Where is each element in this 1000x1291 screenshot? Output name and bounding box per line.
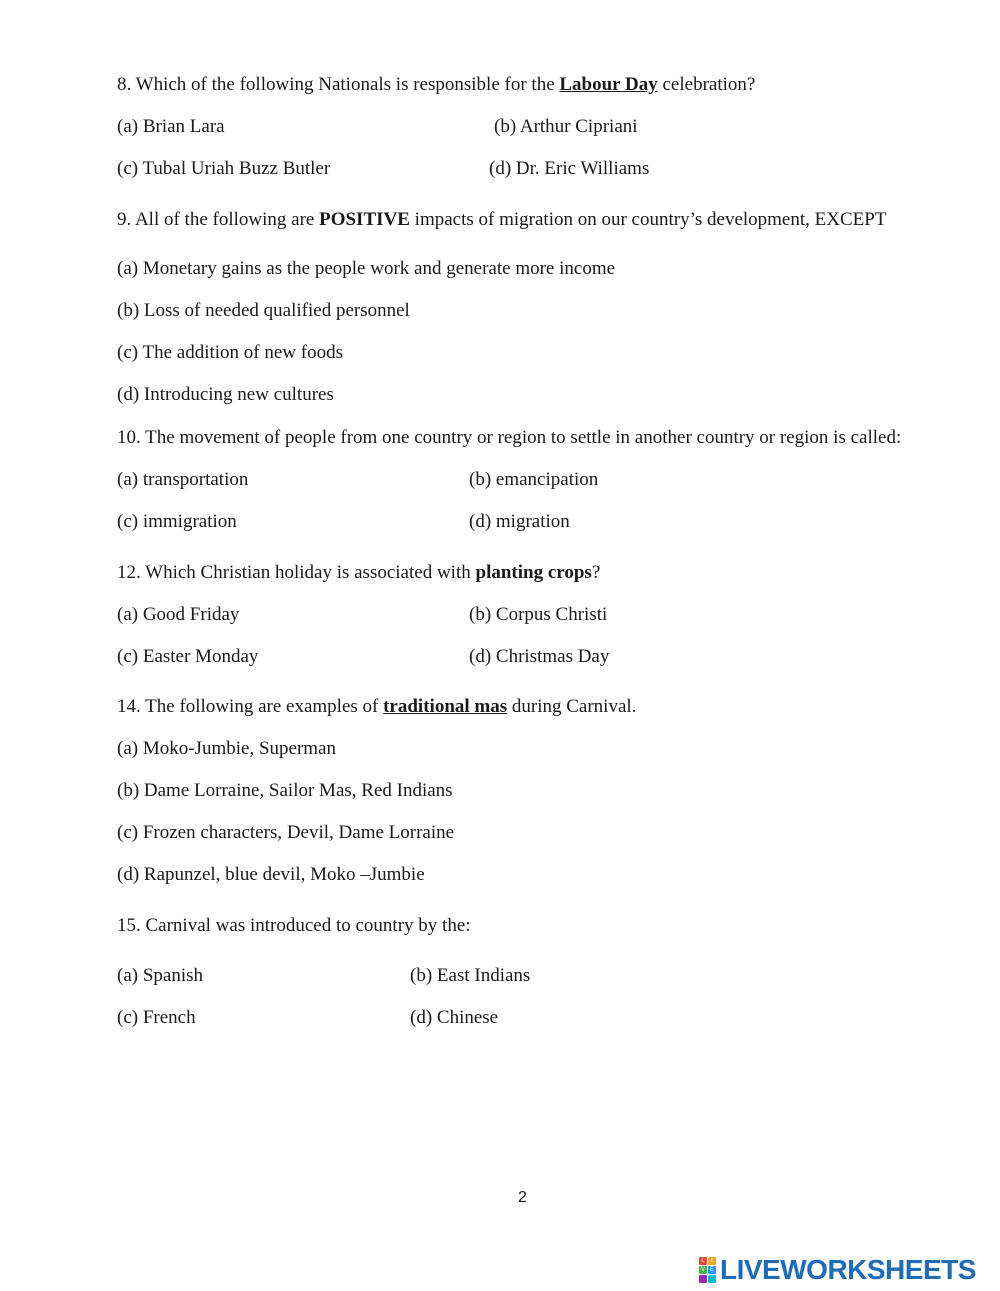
q10-option-b[interactable]: (b) emancipation xyxy=(469,469,599,490)
q10-option-c[interactable]: (c) immigration xyxy=(117,511,237,532)
brand-name: LIVEWORKSHEETS xyxy=(720,1254,976,1285)
q15-option-a[interactable]: (a) Spanish xyxy=(117,965,204,986)
q12-option-c[interactable]: (c) Easter Monday xyxy=(117,646,259,667)
emphasis-positive: POSITIVE xyxy=(319,209,410,230)
question-15: 15. Carnival was introduced to country by the: xyxy=(117,915,471,936)
q14-option-a[interactable]: (a) Moko-Jumbie, Superman xyxy=(117,738,336,759)
q8-option-b[interactable]: (b) Arthur Cipriani xyxy=(494,116,638,137)
logo-block-l: L xyxy=(699,1257,707,1265)
q12-option-d[interactable]: (d) Christmas Day xyxy=(469,646,610,667)
logo-block-i: I xyxy=(708,1257,716,1265)
q8-option-c[interactable]: (c) Tubal Uriah Buzz Butler xyxy=(117,158,331,179)
q10-option-a[interactable]: (a) transportation xyxy=(117,469,249,490)
q8-option-a[interactable]: (a) Brian Lara xyxy=(117,116,225,137)
page-number: 2 xyxy=(518,1189,527,1206)
q9-option-c[interactable]: (c) The addition of new foods xyxy=(117,342,344,363)
logo-block-extra2 xyxy=(708,1275,716,1283)
logo-block-v: V xyxy=(700,1267,705,1273)
emphasis-traditional-mas: traditional mas xyxy=(383,696,508,717)
q9-option-d[interactable]: (d) Introducing new cultures xyxy=(117,384,334,405)
q15-option-c[interactable]: (c) French xyxy=(117,1007,196,1028)
q15-option-b[interactable]: (b) East Indians xyxy=(410,965,531,986)
q14-option-b[interactable]: (b) Dame Lorraine, Sailor Mas, Red Indians xyxy=(117,780,453,801)
question-14: 14. The following are examples of traditional mas during Carnival. xyxy=(117,696,637,717)
question-9: 9. All of the following are POSITIVE impacts of migration on our country’s development, EXCEPT xyxy=(117,209,887,230)
q14-option-d[interactable]: (d) Rapunzel, blue devil, Moko –Jumbie xyxy=(117,864,425,885)
q9-option-a[interactable]: (a) Monetary gains as the people work and generate more income xyxy=(117,258,616,279)
q10-option-d[interactable]: (d) migration xyxy=(469,511,570,532)
q8-option-d[interactable]: (d) Dr. Eric Williams xyxy=(489,158,650,179)
logo-blocks-icon xyxy=(699,1257,716,1283)
question-10: 10. The movement of people from one country or region to settle in another country or region is called: xyxy=(117,427,902,448)
logo-block-extra xyxy=(699,1275,707,1283)
logo-block-e: E xyxy=(709,1267,714,1273)
emphasis-labour-day: Labour Day xyxy=(559,74,658,95)
q12-option-a[interactable]: (a) Good Friday xyxy=(117,604,240,625)
q14-option-c[interactable]: (c) Frozen characters, Devil, Dame Lorraine xyxy=(117,822,455,843)
emphasis-planting-crops: planting crops xyxy=(475,562,592,583)
liveworksheets-logo[interactable] xyxy=(699,1255,976,1285)
q15-option-d[interactable]: (d) Chinese xyxy=(410,1007,499,1028)
question-8: 8. Which of the following Nationals is responsible for the Labour Day celebration? xyxy=(117,74,756,95)
q9-option-b[interactable]: (b) Loss of needed qualified personnel xyxy=(117,300,410,321)
q12-option-b[interactable]: (b) Corpus Christi xyxy=(469,604,608,625)
question-12: 12. Which Christian holiday is associated with planting crops? xyxy=(117,562,601,583)
